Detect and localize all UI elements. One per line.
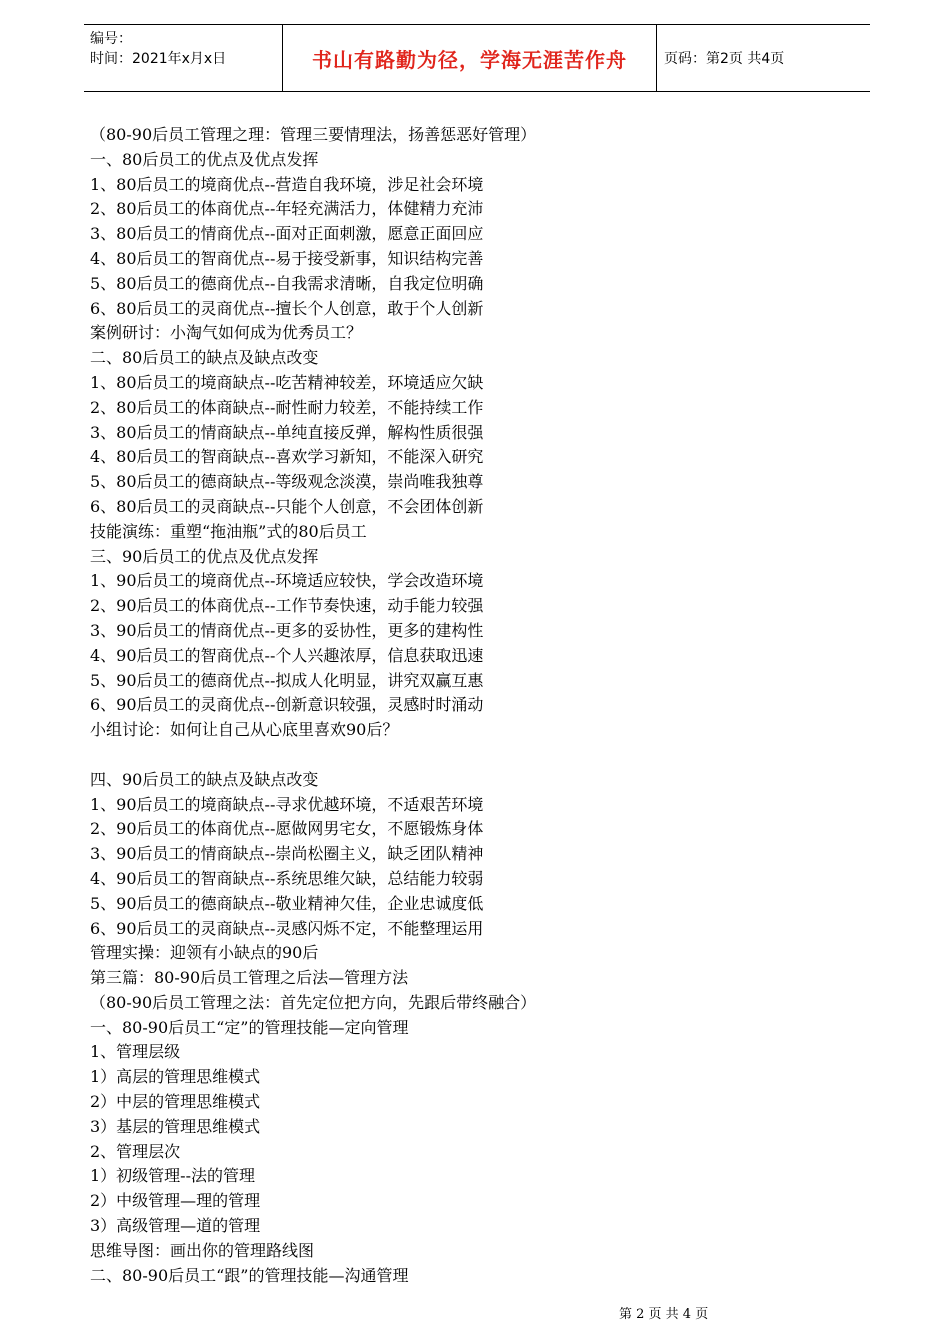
text-line: 3、90后员工的情商优点--更多的妥协性，更多的建构性: [90, 620, 484, 640]
text-line: 二、80后员工的缺点及缺点改变: [90, 348, 319, 368]
text-line: 技能演练：重塑“拖油瓶”式的80后员工: [90, 521, 367, 541]
text-line: 1、80后员工的境商缺点--吃苦精神较差，环境适应欠缺: [90, 372, 484, 392]
text-line: 2、90后员工的体商优点--愿做网男宅女，不愿锻炼身体: [90, 819, 484, 839]
text-line: 5、80后员工的德商优点--自我需求清晰，自我定位明确: [90, 273, 484, 293]
text-line: 第三篇：80-90后员工管理之后法—管理方法: [90, 968, 409, 988]
text-line: 3）高级管理—道的管理: [90, 1216, 261, 1236]
text-line: 6、80后员工的灵商优点--擅长个人创意，敢于个人创新: [90, 298, 484, 318]
header-page-info: 页码：第2页 共4页: [664, 51, 785, 67]
text-line: 2、80后员工的体商优点--年轻充满活力，体健精力充沛: [90, 199, 484, 219]
text-line: 管理实操：迎领有小缺点的90后: [90, 943, 319, 963]
text-line: 2、80后员工的体商缺点--耐性耐力较差，不能持续工作: [90, 397, 484, 417]
header-divider: [656, 25, 657, 91]
text-line: 思维导图：画出你的管理路线图: [90, 1240, 315, 1260]
document-body: [90, 123, 870, 1288]
document-time-label: 时间：2021年x月x日: [90, 51, 227, 67]
text-line: 5、80后员工的德商缺点--等级观念淡漠，崇尚唯我独尊: [90, 472, 484, 492]
text-line: 3、90后员工的情商缺点--崇尚松圈主义，缺乏团队精神: [90, 844, 484, 864]
text-line: 一、80后员工的优点及优点发挥: [90, 149, 319, 169]
text-line: 5、90后员工的德商缺点--敬业精神欠佳，企业忠诚度低: [90, 893, 484, 913]
text-line: 6、90后员工的灵商优点--创新意识较强，灵感时时涌动: [90, 695, 484, 715]
text-line: （80-90后员工管理之理：管理三要情理法，扬善惩恶好管理）: [90, 125, 537, 144]
text-line: 1、80后员工的境商优点--营造自我环境，涉足社会环境: [90, 174, 484, 194]
text-line: 1、90后员工的境商缺点--寻求优越环境，不适艰苦环境: [90, 794, 484, 814]
text-line: 案例研讨：小淘气如何成为优秀员工？: [90, 323, 363, 343]
text-line: 4、90后员工的智商优点--个人兴趣浓厚，信息获取迅速: [90, 645, 484, 665]
header-meta: [90, 29, 280, 69]
text-line: 二、80-90后员工“跟”的管理技能—沟通管理: [90, 1265, 409, 1285]
text-line: 5、90后员工的德商优点--拟成人化明显，讲究双赢互惠: [90, 670, 484, 690]
text-line: 4、80后员工的智商优点--易于接受新事，知识结构完善: [90, 248, 484, 268]
text-line: 1、管理层级: [90, 1042, 181, 1062]
text-line: 2）中级管理—理的管理: [90, 1191, 261, 1211]
text-line: 4、80后员工的智商缺点--喜欢学习新知，不能深入研究: [90, 447, 484, 467]
text-line: 3、80后员工的情商缺点--单纯直接反弹，解构性质很强: [90, 422, 484, 442]
text-line: （80-90后员工管理之法：首先定位把方向，先跟后带终融合）: [90, 992, 537, 1012]
page-header: [84, 24, 870, 92]
text-line: 6、80后员工的灵商缺点--只能个人创意，不会团体创新: [90, 496, 484, 516]
text-line: 3、80后员工的情商优点--面对正面刺激，愿意正面回应: [90, 224, 484, 244]
text-line: 一、80-90后员工“定”的管理技能—定向管理: [90, 1017, 409, 1037]
document-number-label: 编号：: [90, 31, 132, 47]
text-line: 四、90后员工的缺点及缺点改变: [90, 769, 319, 789]
text-line: 三、90后员工的优点及优点发挥: [90, 546, 319, 566]
text-line: 小组讨论：如何让自己从心底里喜欢90后？: [90, 720, 399, 740]
text-line: 4、90后员工的智商缺点--系统思维欠缺，总结能力较弱: [90, 868, 484, 888]
text-line: 2、管理层次: [90, 1141, 181, 1161]
page-footer: 第 2 页 共 4 页: [619, 1307, 709, 1322]
text-line: 6、90后员工的灵商缺点--灵感闪烁不定，不能整理运用: [90, 918, 484, 938]
text-line: 2、90后员工的体商优点--工作节奏快速，动手能力较强: [90, 596, 484, 616]
text-line: 1）初级管理--法的管理: [90, 1166, 255, 1186]
text-line: 3）基层的管理思维模式: [90, 1116, 261, 1136]
text-line: 2）中层的管理思维模式: [90, 1092, 261, 1112]
text-line: 1、90后员工的境商优点--环境适应较快，学会改造环境: [90, 571, 484, 591]
text-line: [90, 743, 870, 768]
text-line: 1）高层的管理思维模式: [90, 1067, 261, 1087]
header-motto: 书山有路勤为径，学海无涯苦作舟: [312, 47, 627, 72]
